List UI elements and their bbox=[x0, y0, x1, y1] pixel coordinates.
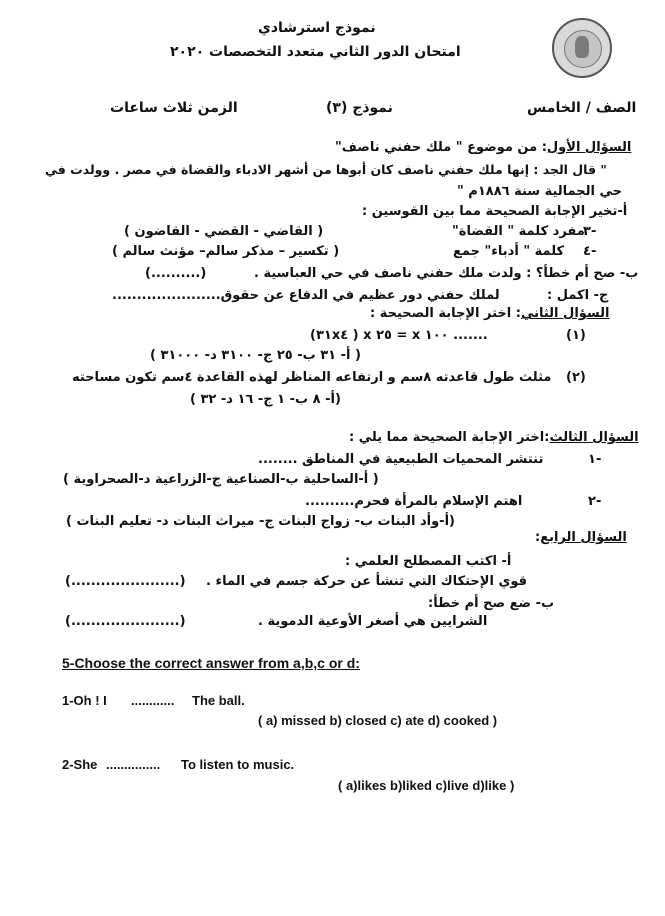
q1-item4-number: ٤- bbox=[583, 244, 597, 259]
q1-item3-choices: ( القاضي - القضي - القاضون ) bbox=[124, 224, 324, 239]
q5-item1-choices: ( a) missed b) closed c) ate d) cooked ) bbox=[258, 713, 498, 728]
q4-part-a-blank: (......................) bbox=[65, 574, 186, 589]
q4-heading-rest: : bbox=[535, 530, 541, 545]
q1-item4-text: كلمة " أدباء" جمع bbox=[453, 244, 565, 259]
q3-item1-text: تنتشر المحميات الطبيعية في المناطق ........ bbox=[258, 452, 544, 467]
q1-item3-text: مفرد كلمة " القضاة" bbox=[452, 224, 585, 239]
q5-item1-blank: ............ bbox=[131, 693, 175, 708]
q1-part-a: أ-تخير الإجابة الصحيحة مما بين القوسين : bbox=[362, 204, 628, 219]
q2-item2-choices: (أ- ٨ ب- ١ ج- ١٦ د- ٣٢ ) bbox=[190, 392, 341, 407]
q5-item2-prefix: 2-She bbox=[62, 757, 98, 772]
q2-heading-rest: : اختر الإجابة الصحيحة : bbox=[370, 306, 521, 321]
q2-item1-choices: ( أ- ٣١ ب- ٢٥ ج- ٣١٠٠ د- ٣١٠٠٠ ) bbox=[150, 348, 361, 363]
q3-item1-number: ١- bbox=[588, 452, 602, 467]
q2-heading-label: السؤال الثاني bbox=[520, 306, 610, 321]
q1-heading bbox=[335, 140, 631, 155]
q1-part-b: ب- صح أم خطأ؟ : ولدت ملك حفني ناصف في حي العباسية . bbox=[254, 266, 639, 281]
q5-heading: 5-Choose the correct answer from a,b,c or d: bbox=[62, 655, 360, 671]
q3-heading-label: السؤال الثالث bbox=[549, 430, 639, 445]
q1-heading-rest: : من موضوع " ملك حفني ناصف" bbox=[335, 140, 547, 155]
q1-quote-line1: " قال الجد : إنها ملك حفني ناصف كان أبوها من أشهر الادباء والقضاة في مصر . وولدت في bbox=[45, 162, 607, 177]
q1-part-b-blank: (..........) bbox=[145, 266, 207, 281]
exam-title: نموذج استرشادي bbox=[258, 20, 376, 36]
q1-part-c-text: لملك حفني دور عظيم في الدفاع عن حقوق...................... bbox=[112, 288, 500, 303]
q2-item1-number: (١) bbox=[566, 328, 586, 343]
q3-item1-choices: ( أ-الساحلية ب-الصناعية ج-الزراعية د-الصحراوية ) bbox=[63, 472, 379, 487]
grade-label: الصف / الخامس bbox=[527, 100, 637, 116]
model-label: نموذج (٣) bbox=[326, 100, 393, 116]
q4-part-b-text: الشرايين هي أصغر الأوعية الدموية . bbox=[258, 614, 488, 629]
q2-heading bbox=[370, 306, 610, 321]
q2-item2-number: (٢) bbox=[566, 370, 586, 385]
q1-heading-label: السؤال الأول bbox=[546, 140, 632, 155]
q5-item2-suffix: To listen to music. bbox=[181, 757, 295, 772]
q3-item2-choices: (أ-وأد البنات ب- زواج البنات ج- ميراث البنات د- تعليم البنات ) bbox=[66, 514, 455, 529]
q3-heading bbox=[349, 430, 639, 445]
q5-item2-choices: ( a)likes b)liked c)live d)like ) bbox=[338, 778, 515, 793]
exam-subtitle: امتحان الدور الثاني متعدد التخصصات ٢٠٢٠ bbox=[170, 44, 461, 60]
q2-item2-text: مثلث طول قاعدته ٨سم و ارتفاعه المناظر لهذه القاعدة ٤سم تكون مساحته bbox=[72, 370, 552, 385]
eagle-emblem-icon bbox=[575, 36, 589, 58]
q4-part-a-text: قوي الإحتكاك التي تنشأ عن حركة جسم في الماء . bbox=[206, 574, 528, 589]
q1-item4-choices: ( تكسير – مذكر سالم– مؤنث سالم ) bbox=[112, 244, 340, 259]
q3-item2-number: ٢- bbox=[588, 494, 602, 509]
q1-quote-line2: حي الجمالية سنة ١٨٨٦م " bbox=[457, 184, 623, 199]
q3-heading-rest: :اختر الإجابة الصحيحة مما يلي : bbox=[349, 430, 550, 445]
q4-part-b: ب- ضع صح أم خطأ: bbox=[428, 596, 555, 611]
q1-part-c-label: ج- اكمل : bbox=[547, 288, 609, 303]
q4-heading-label: السؤال الرابع bbox=[540, 530, 627, 545]
q3-item2-text: اهتم الإسلام بالمرأة فحرم.......... bbox=[305, 494, 523, 509]
ministry-logo bbox=[552, 18, 612, 78]
q4-heading bbox=[535, 530, 627, 545]
q4-part-a: أ- اكتب المصطلح العلمي : bbox=[345, 554, 512, 569]
q4-part-b-blank: (......................) bbox=[65, 614, 186, 629]
q2-item1-text: (٣١x٤ ) x ٢٥ = x ١٠٠ ....... bbox=[310, 328, 488, 343]
duration-label: الزمن ثلاث ساعات bbox=[110, 100, 238, 116]
q5-item2-blank: ............... bbox=[106, 757, 161, 772]
q5-item1-suffix: The ball. bbox=[192, 693, 245, 708]
q1-item3-number: ٣- bbox=[583, 224, 597, 239]
q5-item1-prefix: 1-Oh ! I bbox=[62, 693, 107, 708]
